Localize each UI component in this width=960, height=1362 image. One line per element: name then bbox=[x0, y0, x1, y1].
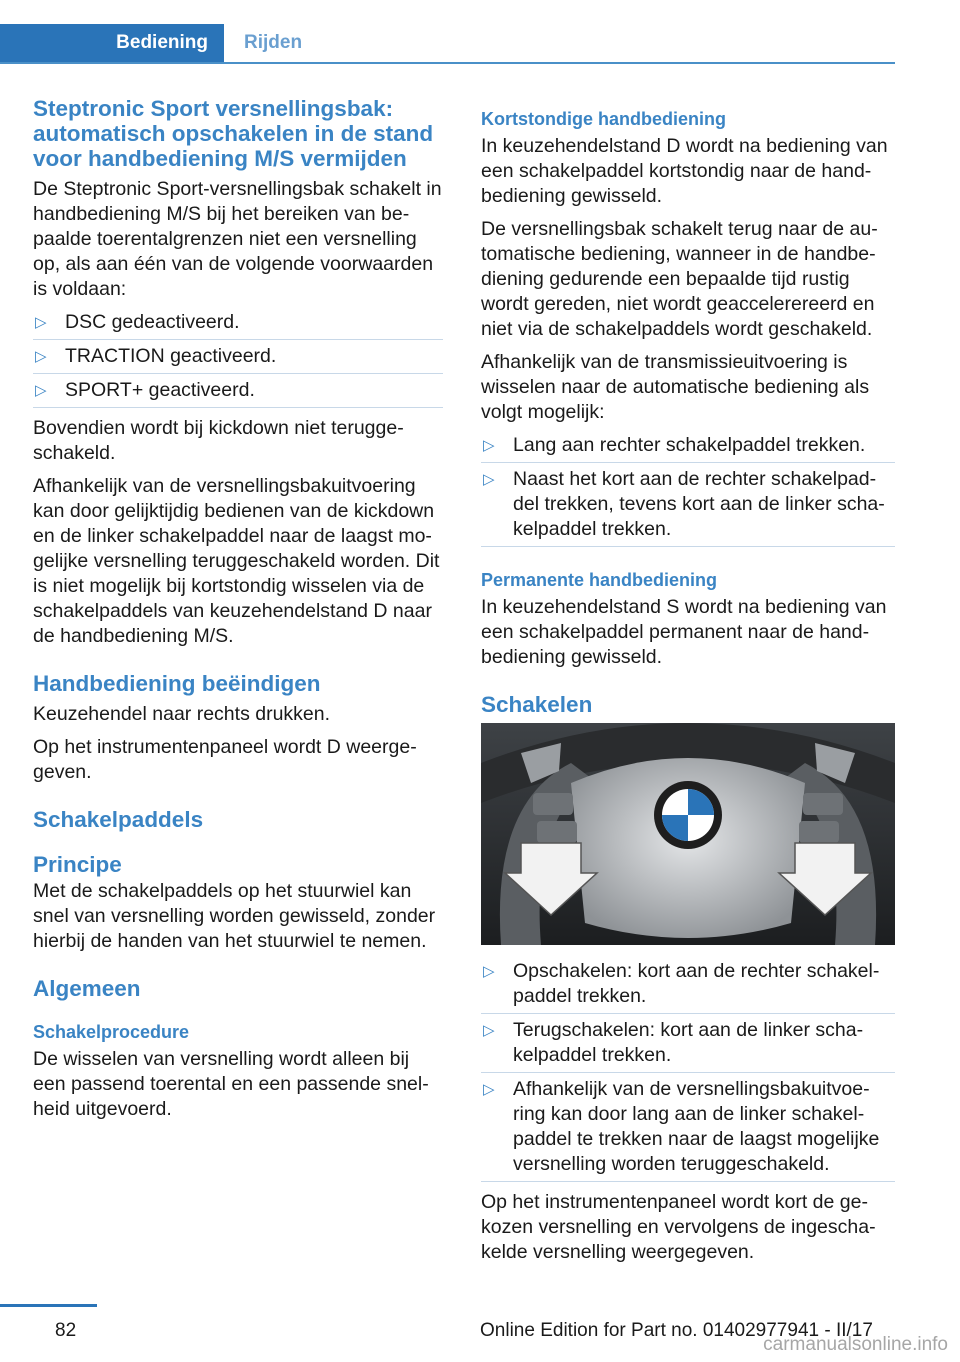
list-item bbox=[481, 1018, 895, 1073]
paragraph-keuzehendel: Keuzehendel naar rechts drukken. bbox=[33, 703, 331, 725]
triangle-bullet-icon: ▷ bbox=[35, 348, 47, 365]
list-item-text: Terugschakelen: kort aan de linker schakelpaddel trekken. bbox=[513, 1019, 864, 1066]
list-item-text: Afhankelijk van de versnellingsbakuitvoering kan door lang aan de linker schakelpaddel te trekken naar de laagst mogelijke versnelling worden teruggeschakeld. bbox=[513, 1078, 880, 1175]
footer-rule bbox=[0, 1304, 97, 1307]
top-tab-bar bbox=[0, 24, 895, 64]
triangle-bullet-icon: ▷ bbox=[483, 1022, 495, 1039]
paragraph-procedure: De wisselen van versnelling wordt alleen bij een passend toerental en een passende snelheid uitgevoerd. bbox=[33, 1048, 429, 1120]
triangle-bullet-icon: ▷ bbox=[483, 963, 495, 980]
conditions-list bbox=[33, 310, 443, 408]
triangle-bullet-icon: ▷ bbox=[483, 471, 495, 488]
heading-permanent: Permanente handbediening bbox=[481, 570, 718, 590]
triangle-bullet-icon: ▷ bbox=[483, 1081, 495, 1098]
list-item-text: TRACTION geactiveerd. bbox=[65, 345, 277, 367]
heading-algemeen: Algemeen bbox=[33, 976, 141, 1001]
paragraph-kortstondig: In keuzehendelstand D wordt na bediening van een schakelpaddel kortstondig naar de handbediening gewisseld. bbox=[481, 135, 888, 207]
steering-wheel-paddles-image bbox=[481, 723, 895, 945]
options-list bbox=[481, 433, 895, 547]
list-item bbox=[481, 1077, 895, 1182]
heading-steptronic: Steptronic Sport versnellingsbak: automatisch opschakelen in de stand voor handbediening M/S vermijden bbox=[33, 96, 434, 171]
paragraph-intro: De Steptronic Sport-versnellingsbak schakelt in handbediening M/S bij het bereiken van bepaalde toerentalgrenzen niet een versnelling op, als aan één van de volgende voorwaarden is voldaan: bbox=[33, 178, 442, 300]
triangle-bullet-icon: ▷ bbox=[35, 314, 47, 331]
right-column bbox=[481, 96, 895, 1273]
list-item bbox=[481, 959, 895, 1014]
heading-schakelpaddels: Schakelpaddels bbox=[33, 807, 204, 832]
left-column bbox=[33, 96, 443, 1130]
triangle-bullet-icon: ▷ bbox=[483, 437, 495, 454]
paragraph-permanent: In keuzehendelstand S wordt na bediening van een schakelpaddel permanent naar de handbediening gewisseld. bbox=[481, 596, 887, 668]
tab-rijden[interactable]: Rijden bbox=[244, 32, 303, 53]
page-number: 82 bbox=[55, 1320, 77, 1341]
heading-schakelen: Schakelen bbox=[481, 692, 593, 717]
list-item-text: SPORT+ geactiveerd. bbox=[65, 379, 255, 401]
list-item bbox=[481, 433, 895, 463]
paragraph-afhankelijk: Afhankelijk van de versnellingsbakuitvoering kan door gelijktijdig bedienen van de kickdown en de linker schakelpaddel naar de laagst mogelijke versnelling teruggeschakeld worden. Dit is niet mogelijk bij kortstondig wisselen via de schakelpaddels van keuzehendelstand D naar de handbediening M/S. bbox=[33, 475, 440, 647]
list-item-text: DSC gedeactiveerd. bbox=[65, 311, 240, 333]
paragraph-ingeschakeld: Op het instrumentenpaneel wordt kort de gekozen versnelling en vervolgens de ingeschakelde versnelling weergegeven. bbox=[481, 1191, 876, 1263]
heading-beeindigen: Handbediening beëindigen bbox=[33, 671, 321, 696]
heading-principe: Principe bbox=[33, 852, 122, 877]
list-item bbox=[33, 344, 443, 374]
heading-kortstondig: Kortstondige handbediening bbox=[481, 109, 726, 129]
shift-steps-list bbox=[481, 959, 895, 1182]
list-item bbox=[481, 467, 895, 547]
list-item-text: Lang aan rechter schakelpaddel trekken. bbox=[513, 434, 866, 456]
paragraph-terug: De versnellingsbak schakelt terug naar de automatische bediening, wanneer in de handbediening gedurende een bepaalde tijd rustig wordt gereden, niet wordt geaccelerereerd en niet via de schakelpaddels wordt geschakeld. bbox=[481, 218, 878, 340]
triangle-bullet-icon: ▷ bbox=[35, 382, 47, 399]
tab-bediening[interactable]: Bediening bbox=[0, 24, 224, 62]
paragraph-principe: Met de schakelpaddels op het stuurwiel kan snel van versnelling worden gewisseld, zonder hierbij de handen van het stuurwiel te nemen. bbox=[33, 880, 436, 952]
edition-footer: Online Edition for Part no. 01402977941 - II/17 bbox=[480, 1320, 873, 1341]
heading-schakelprocedure: Schakelprocedure bbox=[33, 1022, 190, 1042]
paragraph-instrument: Op het instrumentenpaneel wordt D weergegeven. bbox=[33, 736, 417, 783]
list-item bbox=[33, 378, 443, 408]
list-item-text: Opschakelen: kort aan de rechter schakelpaddel trekken. bbox=[513, 960, 880, 1007]
paragraph-transmissie: Afhankelijk van de transmissieuitvoering is wisselen naar de automatische bediening als volgt mogelijk: bbox=[481, 351, 870, 423]
watermark: carmanualsonline.info bbox=[763, 1334, 948, 1355]
list-item-text: Naast het kort aan de rechter schakelpaddel trekken, tevens kort aan de linker schakelpaddel trekken. bbox=[513, 468, 885, 540]
list-item bbox=[33, 310, 443, 340]
paragraph-kickdown: Bovendien wordt bij kickdown niet teruggeschakeld. bbox=[33, 417, 404, 464]
